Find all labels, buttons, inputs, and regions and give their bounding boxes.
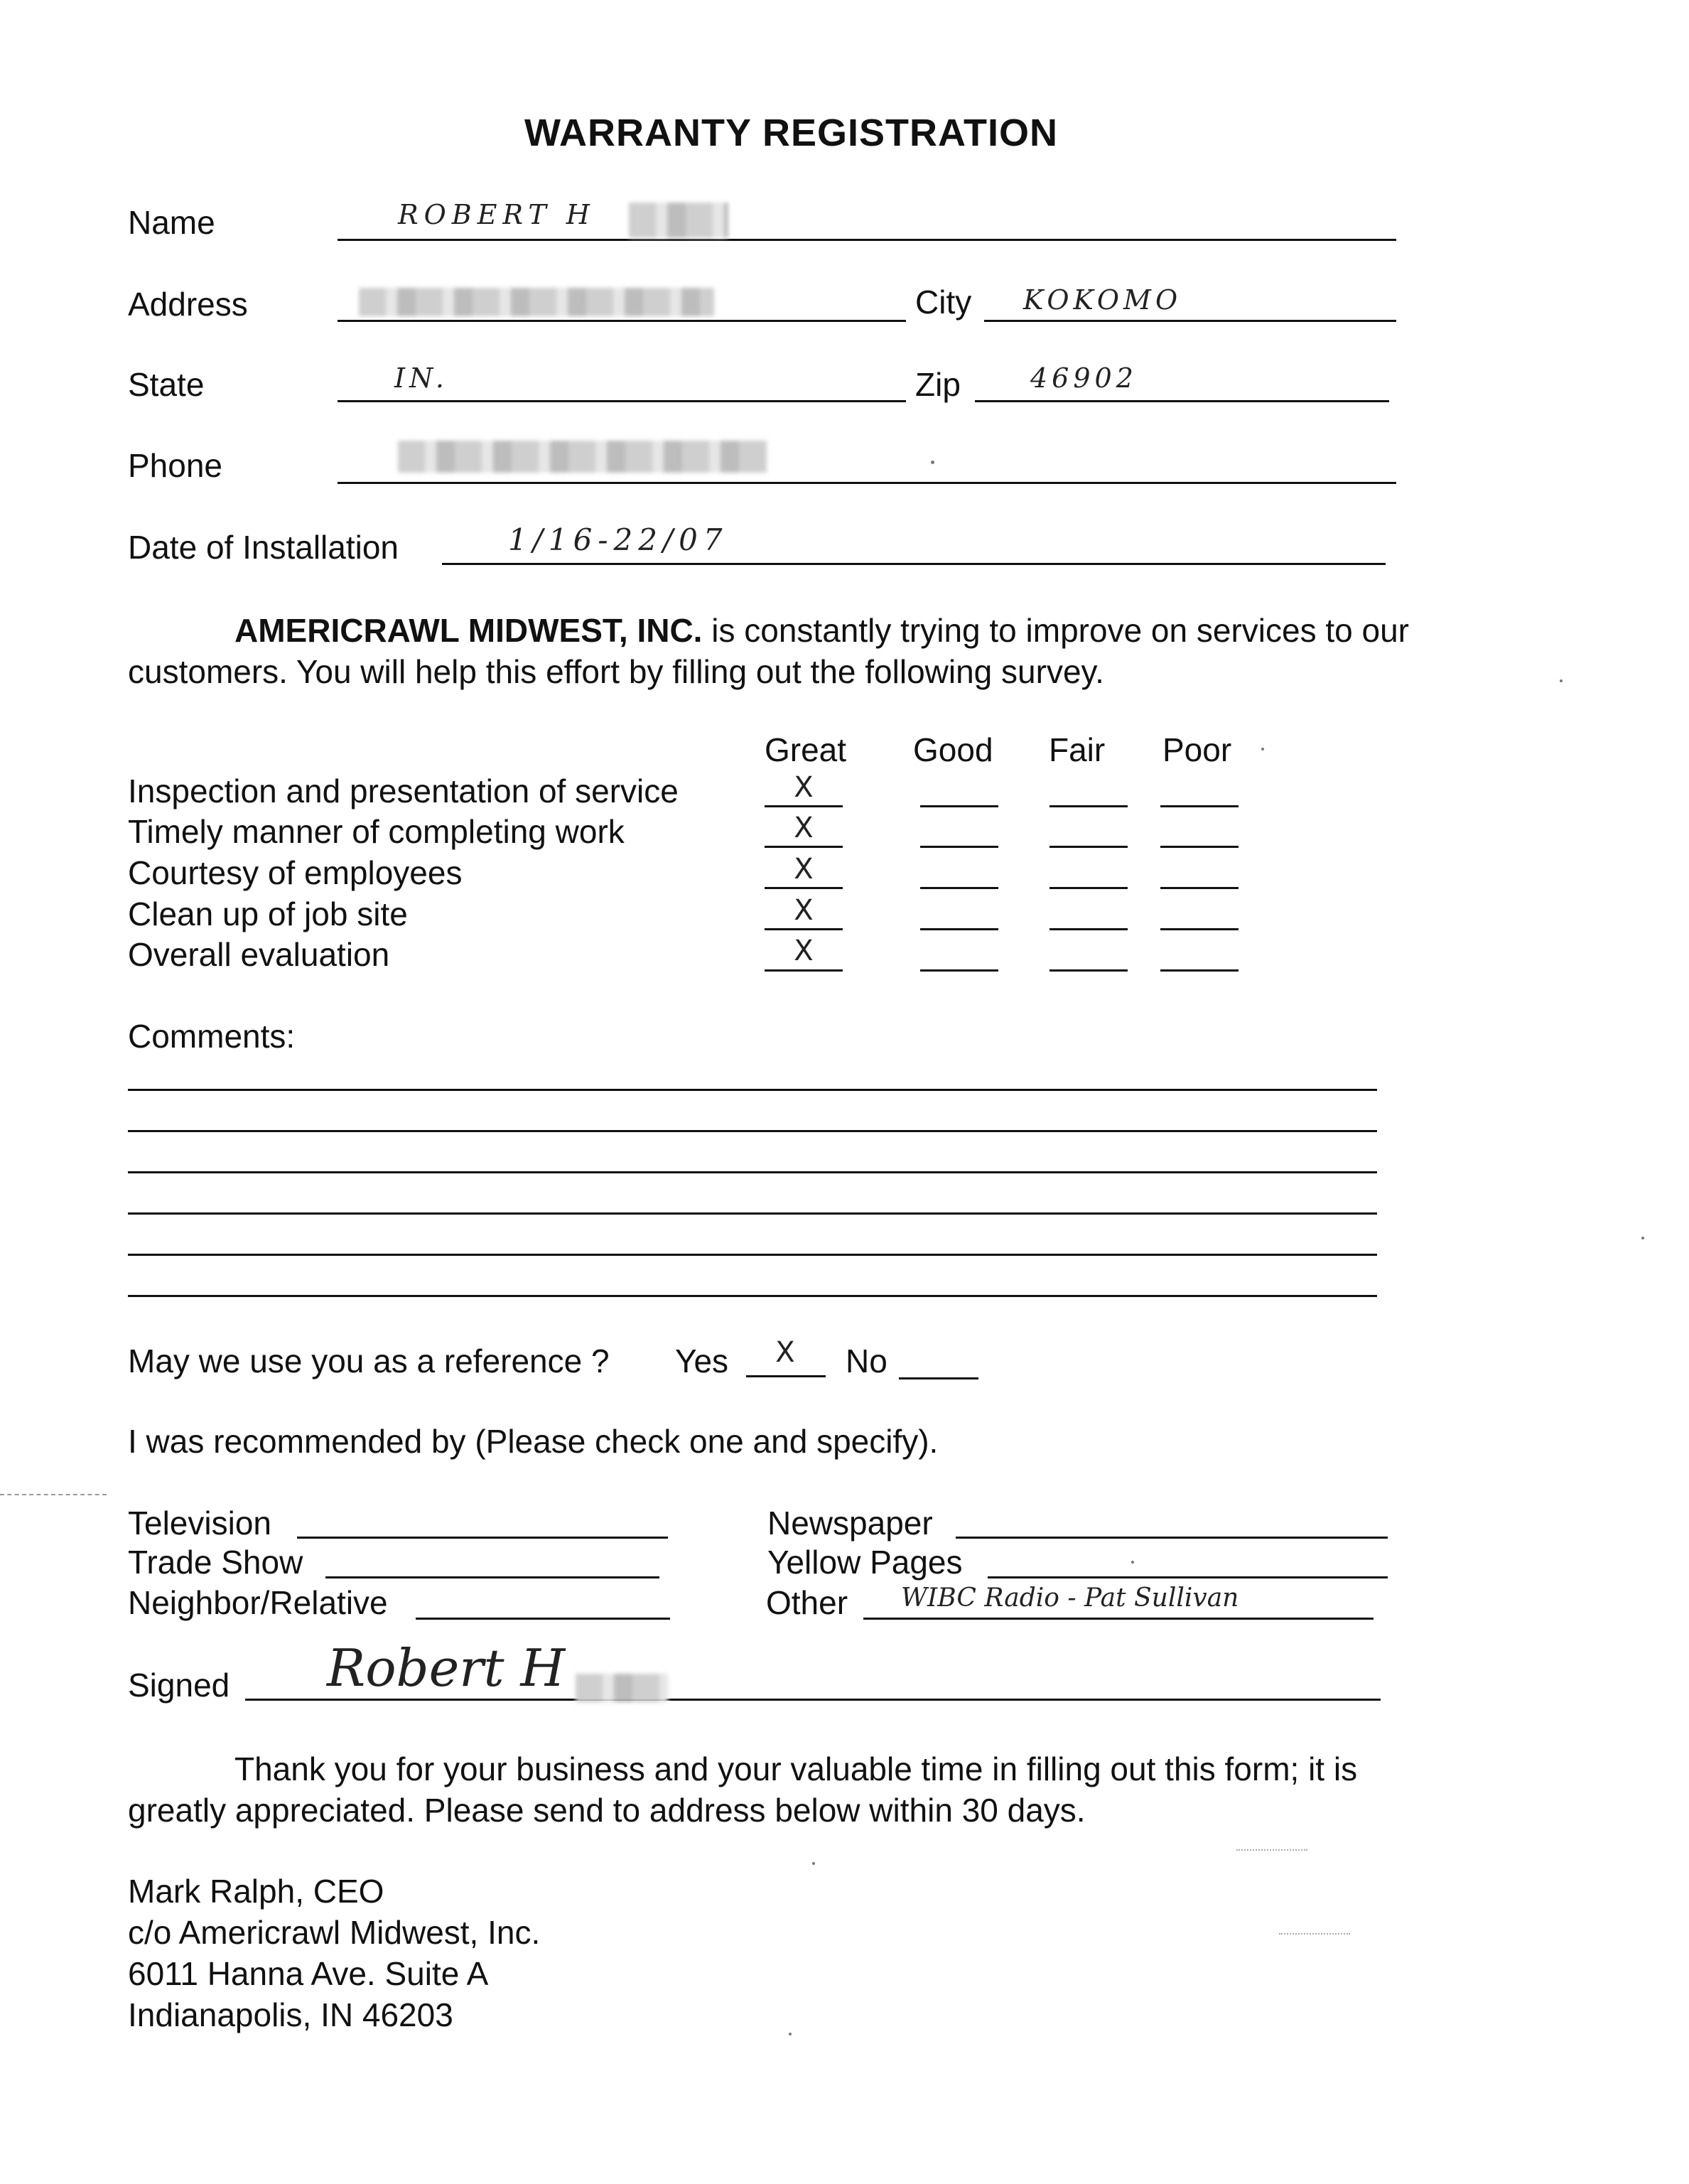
- survey-great-blank[interactable]: [765, 805, 843, 807]
- survey-fair-blank[interactable]: [1049, 846, 1128, 848]
- name-value: ROBERT H: [398, 199, 595, 230]
- comment-line[interactable]: [128, 1089, 1377, 1091]
- newspaper-label: Newspaper: [767, 1505, 933, 1542]
- install-date-label: Date of Installation: [128, 529, 399, 566]
- trade-show-field[interactable]: [325, 1576, 659, 1578]
- city-label: City: [915, 284, 972, 321]
- comment-line[interactable]: [128, 1254, 1377, 1256]
- survey-fair-blank[interactable]: [1049, 805, 1128, 807]
- col-fair: Fair: [1049, 731, 1106, 768]
- neighbor-label: Neighbor/Relative: [128, 1584, 388, 1621]
- scan-speck: [1131, 1561, 1134, 1564]
- redacted-address: [359, 288, 714, 316]
- name-label: Name: [128, 204, 215, 241]
- neighbor-field[interactable]: [416, 1618, 670, 1620]
- col-good: Good: [913, 731, 993, 768]
- other-value: WIBC Radio - Pat Sullivan: [901, 1583, 1239, 1613]
- comments-label: Comments:: [128, 1018, 296, 1055]
- reference-yes-blank[interactable]: [746, 1375, 826, 1377]
- form-title: WARRANTY REGISTRATION: [524, 112, 1059, 154]
- survey-good-blank[interactable]: [920, 846, 998, 848]
- phone-label: Phone: [128, 447, 223, 484]
- address-line: Mark Ralph, CEO: [128, 1873, 384, 1910]
- address-line: 6011 Hanna Ave. Suite A: [128, 1955, 489, 1992]
- comment-line[interactable]: [128, 1130, 1377, 1132]
- scan-speck: [812, 1862, 815, 1865]
- address-line: Indianapolis, IN 46203: [128, 1996, 453, 2033]
- zip-field[interactable]: [975, 400, 1389, 402]
- survey-row-label: Clean up of job site: [128, 895, 408, 932]
- name-field[interactable]: [338, 239, 1396, 241]
- state-label: State: [128, 366, 205, 403]
- scan-speck: [1261, 748, 1264, 751]
- survey-great-blank[interactable]: [765, 846, 843, 848]
- comment-line[interactable]: [128, 1212, 1377, 1215]
- other-label: Other: [766, 1584, 848, 1621]
- address-line: c/o Americrawl Midwest, Inc.: [128, 1914, 541, 1951]
- survey-mark: X: [794, 771, 814, 804]
- col-great: Great: [765, 731, 847, 768]
- scan-speck: [1560, 679, 1563, 682]
- television-field[interactable]: [297, 1537, 668, 1539]
- survey-row-label: Timely manner of completing work: [128, 813, 625, 850]
- scan-artifact: [1236, 1849, 1307, 1851]
- comment-line[interactable]: [128, 1171, 1377, 1173]
- thanks-line1: Thank you for your business and your valuable time in filling out this form; it is: [234, 1750, 1358, 1787]
- survey-fair-blank[interactable]: [1049, 969, 1128, 972]
- thanks-line2: greatly appreciated. Please send to address below within 30 days.: [128, 1792, 1086, 1829]
- thanks-paragraph: [128, 1748, 1592, 1831]
- redacted-signature: [576, 1674, 668, 1702]
- signed-label: Signed: [128, 1667, 230, 1704]
- trade-show-label: Trade Show: [128, 1544, 303, 1581]
- city-field[interactable]: [984, 320, 1396, 322]
- other-field[interactable]: [863, 1618, 1374, 1620]
- survey-poor-blank[interactable]: [1160, 928, 1239, 930]
- yellow-pages-label: Yellow Pages: [767, 1544, 963, 1581]
- reference-question: May we use you as a reference ?: [128, 1343, 610, 1379]
- survey-fair-blank[interactable]: [1049, 887, 1128, 889]
- newspaper-field[interactable]: [956, 1537, 1388, 1539]
- survey-poor-blank[interactable]: [1160, 846, 1239, 848]
- signature-value: Robert H: [327, 1638, 566, 1698]
- reference-no-blank[interactable]: [899, 1377, 978, 1379]
- intro-paragraph: [128, 610, 1585, 692]
- survey-poor-blank[interactable]: [1160, 969, 1239, 972]
- yellow-pages-field[interactable]: [988, 1576, 1388, 1578]
- survey-mark: X: [794, 935, 814, 967]
- survey-fair-blank[interactable]: [1049, 928, 1128, 930]
- city-value: KOKOMO: [1023, 284, 1182, 316]
- scan-speck: [1641, 1237, 1644, 1239]
- state-field[interactable]: [338, 400, 906, 402]
- survey-row-label: Overall evaluation: [128, 936, 390, 973]
- survey-poor-blank[interactable]: [1160, 805, 1239, 807]
- survey-row-label: Inspection and presentation of service: [128, 773, 679, 809]
- address-field[interactable]: [338, 320, 906, 322]
- survey-good-blank[interactable]: [920, 805, 998, 807]
- survey-good-blank[interactable]: [920, 969, 998, 972]
- intro-line1: is constantly trying to improve on services to our: [702, 612, 1409, 649]
- state-value: IN.: [394, 362, 448, 394]
- scan-speck: [931, 461, 934, 464]
- reference-no-label: No: [846, 1343, 887, 1379]
- address-label: Address: [128, 286, 248, 323]
- col-poor: Poor: [1162, 731, 1232, 768]
- install-date-field[interactable]: [442, 563, 1386, 565]
- survey-mark: X: [794, 853, 814, 886]
- zip-label: Zip: [915, 366, 961, 403]
- mailing-address: [128, 1871, 540, 2035]
- survey-row-label: Courtesy of employees: [128, 854, 463, 891]
- redacted-name: [629, 203, 728, 238]
- reference-yes-mark: X: [775, 1336, 795, 1369]
- phone-field[interactable]: [338, 482, 1396, 484]
- survey-mark: X: [794, 812, 814, 844]
- company-name: AMERICRAWL MIDWEST, INC.: [234, 612, 703, 649]
- scan-artifact: [0, 1494, 107, 1495]
- survey-mark: X: [794, 894, 814, 927]
- intro-line2: customers. You will help this effort by filling out the following survey.: [128, 653, 1104, 690]
- zip-value: 46902: [1030, 362, 1138, 394]
- scan-speck: [789, 2033, 792, 2035]
- install-date-value: 1/16-22/07: [508, 522, 728, 557]
- signature-field[interactable]: [245, 1699, 1381, 1701]
- survey-great-blank[interactable]: [765, 969, 843, 972]
- recommended-prompt: I was recommended by (Please check one and specify).: [128, 1423, 939, 1460]
- survey-great-blank[interactable]: [765, 887, 843, 889]
- television-label: Television: [128, 1505, 271, 1542]
- survey-good-blank[interactable]: [920, 887, 998, 889]
- survey-good-blank[interactable]: [920, 928, 998, 930]
- survey-great-blank[interactable]: [765, 928, 843, 930]
- comment-line[interactable]: [128, 1295, 1377, 1297]
- survey-poor-blank[interactable]: [1160, 887, 1239, 889]
- reference-yes-label: Yes: [675, 1343, 729, 1379]
- scan-artifact: [1279, 1933, 1350, 1935]
- redacted-phone: [398, 441, 767, 473]
